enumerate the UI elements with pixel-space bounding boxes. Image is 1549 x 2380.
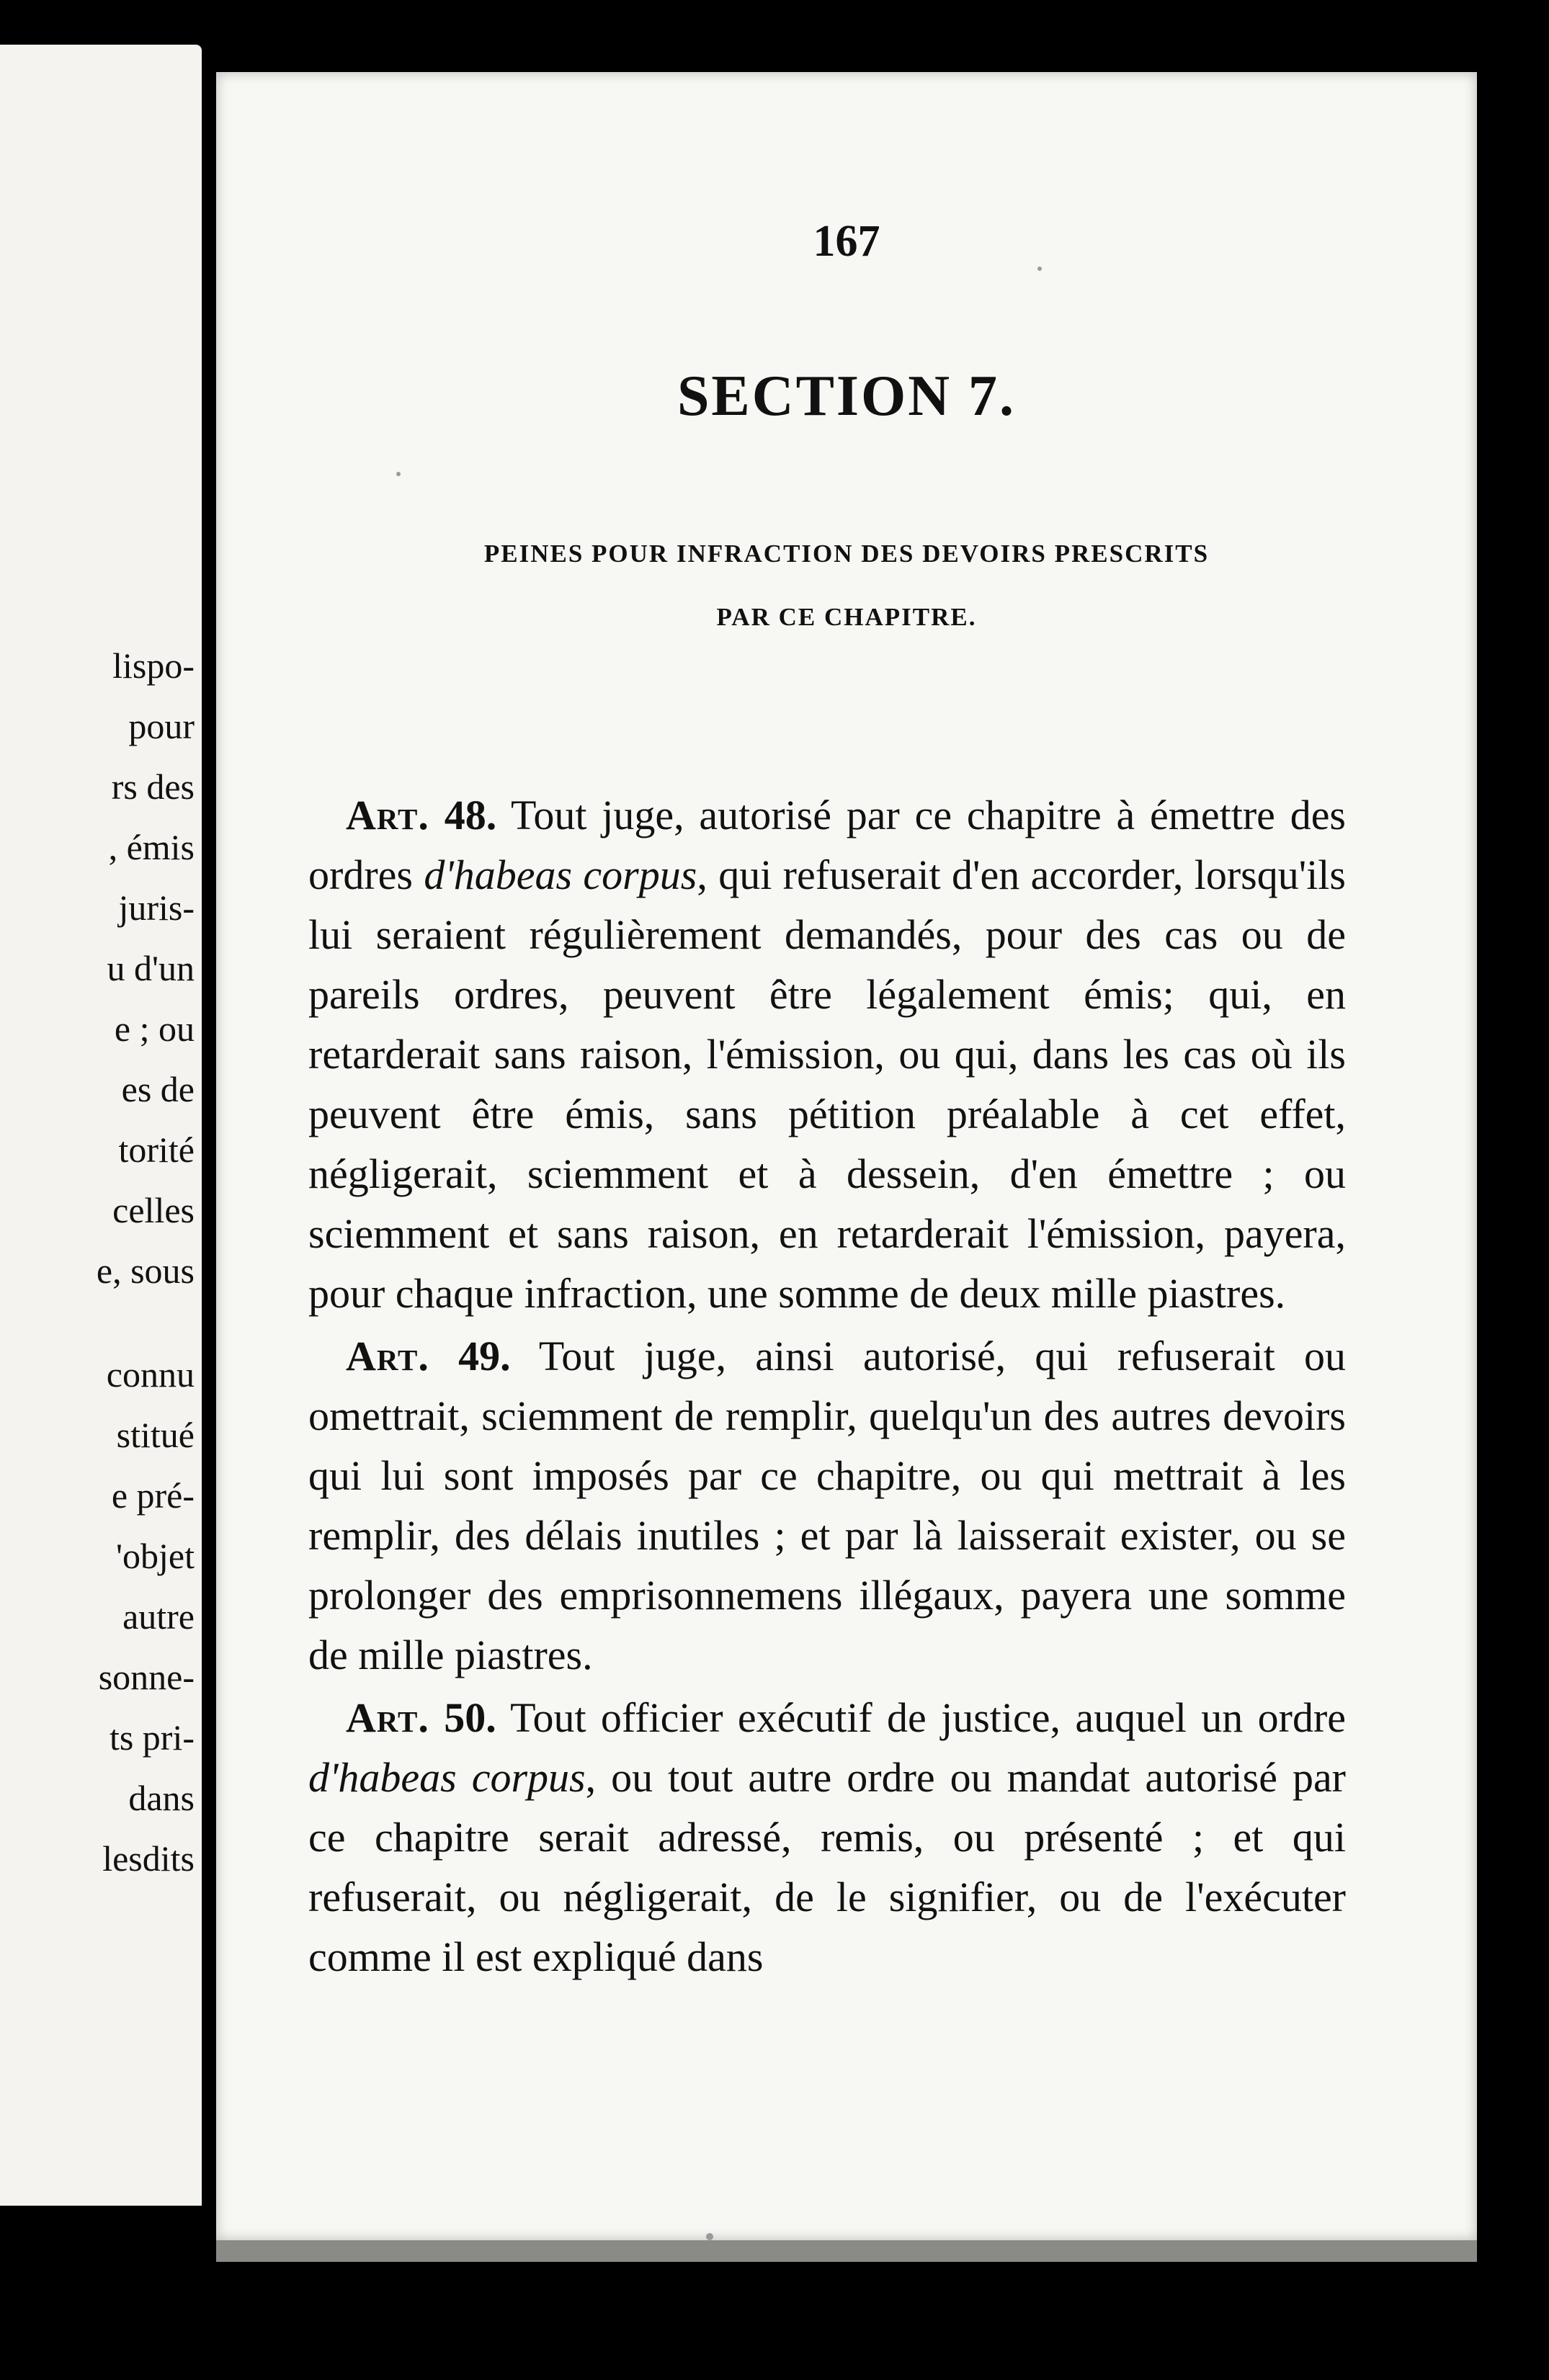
section-subtitle bbox=[303, 522, 1390, 649]
article-label: Art. bbox=[346, 792, 429, 838]
left-line: connu bbox=[106, 1354, 195, 1395]
scanned-page bbox=[216, 72, 1477, 2240]
left-line: e pré- bbox=[111, 1475, 195, 1516]
article-label: Art. bbox=[346, 1694, 429, 1741]
left-line: e, sous bbox=[96, 1251, 195, 1291]
article-number: 49. bbox=[458, 1333, 511, 1379]
left-line: juris- bbox=[118, 887, 195, 928]
left-line: stitué bbox=[116, 1415, 195, 1455]
left-line: es de bbox=[121, 1069, 195, 1109]
left-page-text-column bbox=[0, 635, 195, 1889]
left-line: rs des bbox=[111, 766, 195, 807]
left-line: , émis bbox=[108, 827, 195, 867]
article-label: Art. bbox=[346, 1333, 429, 1379]
article-italic-term: d'habeas corpus bbox=[424, 851, 697, 898]
left-line: sonne- bbox=[98, 1657, 195, 1697]
article-text: , ou tout autre ordre ou mandat autorisé par ce chapitre serait adressé, remis, ou présenté ; et qui refuserait, ou négligerait, de le signifier, ou de l'exécuter comme il est expliqué dans bbox=[308, 1754, 1346, 1980]
article-text: , qui refuserait d'en accorder, lorsqu'ils lui seraient régulièrement demandés, pour des cas ou de pareils ordres, peuvent être légalement émis; qui, en retarderait sans raison, l'émission, ou qui, dans les cas où ils peuvent être émis, sans pétition préalable à cet effet, négligerait, sciemment et à dessein, d'en émettre ; ou sciemment et sans raison, en retarderait l'émission, payera, pour chaque infraction, une somme de deux mille piastres. bbox=[308, 851, 1346, 1317]
left-line: e ; ou bbox=[114, 1008, 195, 1049]
subtitle-line: PAR CE CHAPITRE. bbox=[716, 603, 977, 631]
left-line: dans bbox=[128, 1778, 195, 1818]
dust-speck bbox=[706, 2233, 713, 2240]
left-line: lesdits bbox=[102, 1838, 195, 1879]
dust-speck bbox=[396, 472, 401, 476]
article-text: Tout juge, autorisé par ce chapitre à émettre des ordres bbox=[308, 792, 1347, 898]
left-line: 'objet bbox=[116, 1536, 195, 1576]
left-line: ts pri- bbox=[109, 1717, 195, 1758]
article-text: Tout juge, ainsi autorisé, qui refuserait ou omettrait, sciemment de remplir, quelqu'un des autres devoirs qui lui sont imposés par ce chapitre, ou qui mettrait à les remplir, des délais inutiles ; et par là laisserait exister, ou se prolonger des emprisonnemens illégaux, payera une somme de mille piastres. bbox=[308, 1333, 1347, 1678]
subtitle-line: PEINES POUR INFRACTION DES DEVOIRS PRESCRITS bbox=[483, 540, 1210, 568]
article-number: 50. bbox=[444, 1694, 496, 1741]
article-paragraph bbox=[308, 1688, 1346, 1987]
article-paragraph bbox=[308, 785, 1346, 1323]
article-paragraph bbox=[308, 1326, 1346, 1685]
left-line: lispo- bbox=[112, 645, 195, 686]
left-paragraph-gap bbox=[0, 1301, 195, 1344]
article-text: Tout officier exécutif de justice, auquel un ordre bbox=[510, 1694, 1347, 1741]
left-line: u d'un bbox=[107, 948, 195, 988]
left-facing-page bbox=[0, 45, 202, 2206]
left-line: autre bbox=[122, 1596, 195, 1637]
left-line: celles bbox=[112, 1190, 195, 1230]
left-line: torité bbox=[118, 1129, 195, 1170]
page-number: 167 bbox=[813, 217, 880, 266]
article-number: 48. bbox=[444, 792, 497, 838]
left-line: pour bbox=[128, 706, 195, 746]
body-text bbox=[308, 785, 1346, 1990]
page-bottom-edge bbox=[216, 2240, 1477, 2262]
section-title: SECTION 7. bbox=[677, 364, 1017, 428]
article-italic-term: d'habeas corpus bbox=[308, 1754, 586, 1801]
